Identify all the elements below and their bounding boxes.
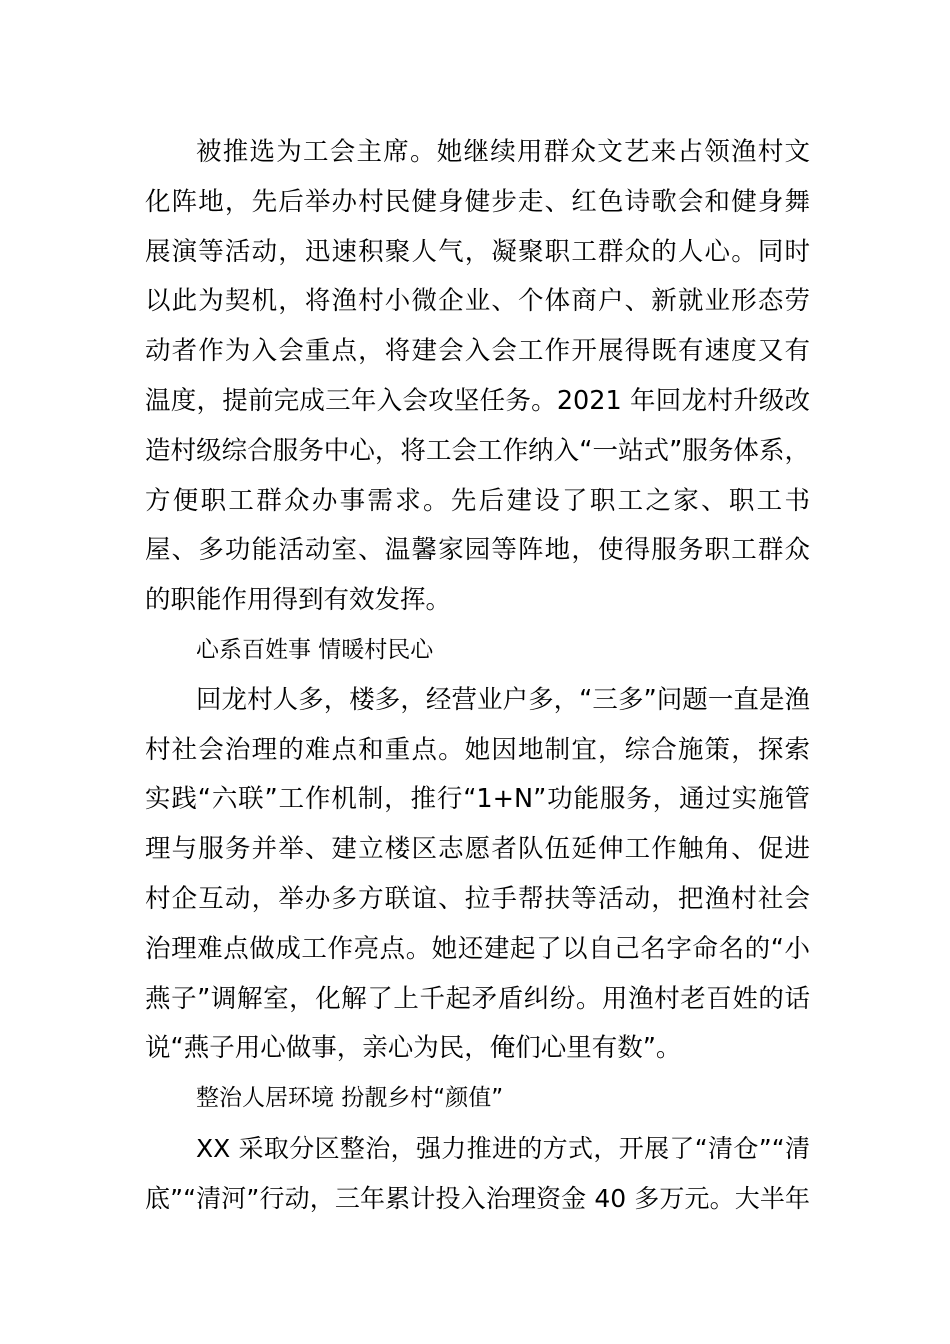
- text-line: 燕子”调解室，化解了上千起矛盾纠纷。用渔村老百姓的话: [145, 983, 810, 1014]
- text-line: 底”“清河”行动，三年累计投入治理资金 40 多万元。大半年: [145, 1183, 810, 1213]
- text-line: 治理难点做成工作亮点。她还建起了以自己名字命名的“小: [145, 933, 810, 964]
- text-line: 村社会治理的难点和重点。她因地制宜，综合施策，探索: [145, 734, 810, 765]
- text-line: 被推选为工会主席。她继续用群众文艺来占领渔村文: [196, 137, 810, 167]
- text-line: 动者作为入会重点，将建会入会工作开展得既有速度又有: [145, 336, 810, 367]
- text-line: 说“燕子用心做事，亲心为民，俺们心里有数”。: [145, 1033, 682, 1064]
- text-line: 以此为契机，将渔村小微企业、个体商户、新就业形态劳: [145, 286, 810, 317]
- text-line: 温度，提前完成三年入会攻坚任务。2021 年回龙村升级改: [145, 385, 810, 416]
- text-line: 理与服务并举、建立楼区志愿者队伍延伸工作触角、促进: [145, 834, 810, 865]
- text-line: 造村级综合服务中心，将工会工作纳入“一站式”服务体系，: [145, 435, 810, 466]
- document-body: [145, 128, 810, 1224]
- text-line: 村企互动，举办多方联谊、拉手帮扶等活动，把渔村社会: [145, 883, 810, 914]
- paragraph: [145, 128, 810, 626]
- text-line: 实践“六联”工作机制，推行“1+N”功能服务，通过实施管: [145, 784, 810, 815]
- paragraph: [145, 676, 810, 1074]
- text-line: 展演等活动，迅速积聚人气，凝聚职工群众的人心。同时: [145, 236, 810, 267]
- paragraph: [145, 1124, 810, 1224]
- text-line: XX 采取分区整治，强力推进的方式，开展了“清仓”“清: [196, 1133, 810, 1163]
- section-heading: 心系百姓事 情暖村民心: [196, 636, 434, 663]
- text-line: 屋、多功能活动室、温馨家园等阵地，使得服务职工群众: [145, 535, 810, 566]
- text-line: 方便职工群众办事需求。先后建设了职工之家、职工书: [145, 485, 810, 516]
- section-heading: 整治人居环境 扮靓乡村“颜值”: [196, 1085, 504, 1112]
- text-line: 的职能作用得到有效发挥。: [145, 585, 452, 616]
- text-line: 回龙村人多，楼多，经营业户多，“三多”问题一直是渔: [196, 684, 810, 715]
- text-line: 化阵地，先后举办村民健身健步走、红色诗歌会和健身舞: [145, 186, 810, 217]
